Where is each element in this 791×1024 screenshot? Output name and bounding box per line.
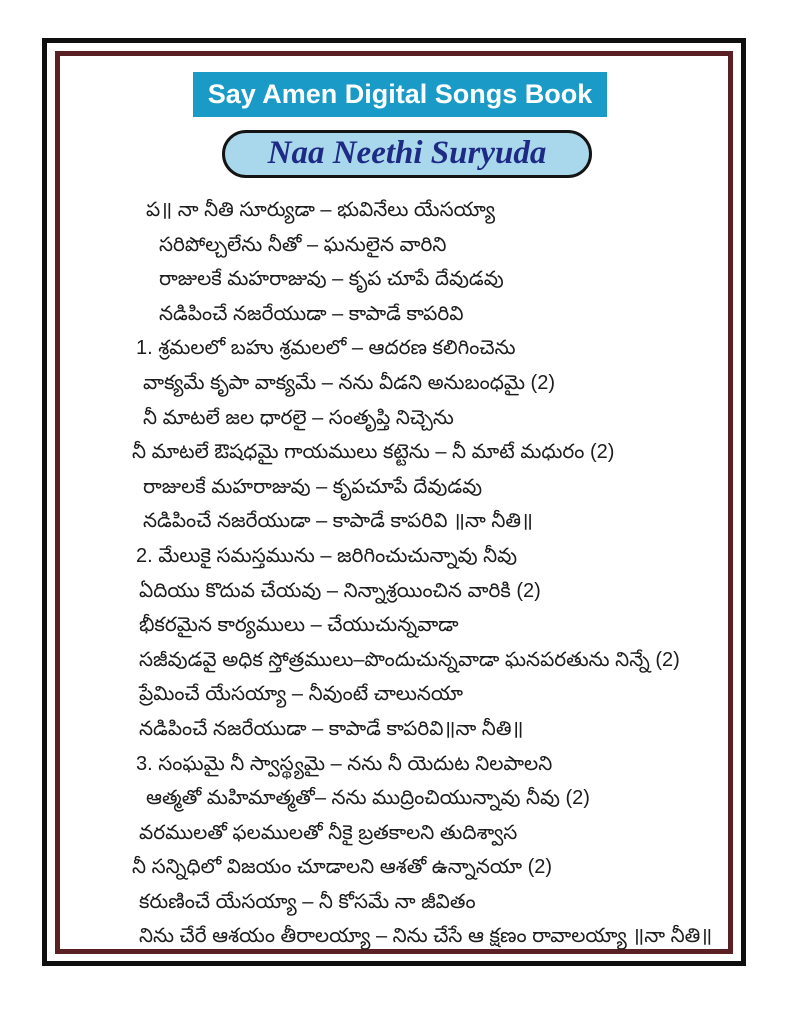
lyric-line: ప్రేమించే యేసయ్యా – నీవుంటే చాలునయా xyxy=(139,683,464,706)
lyric-line: నిను చేరే ఆశయం తీరాలయ్యా – నిను చేసే ఆ క్షణం రావాలయ్యా ॥నా నీతి॥ xyxy=(139,925,713,948)
lyric-line: వరములతో ఫలములతో నీకై బ్రతకాలని తుదిశ్వాస xyxy=(139,821,518,844)
lyric-line: ఏదియు కొదువ చేయవు – నిన్నాశ్రయించిన వారికి (2) xyxy=(139,579,541,602)
lyric-line: ప॥ నా నీతి సూర్యుడా – భువినేలు యేసయ్యా xyxy=(146,199,495,221)
lyric-line: రాజులకే మహరాజువు – కృపచూపే దేవుడవు xyxy=(143,475,483,498)
lyric-line: నీ సన్నిధిలో విజయం చూడాలని ఆశతో ఉన్నానయా (2) xyxy=(132,856,553,879)
header-title: Say Amen Digital Songs Book xyxy=(207,79,593,109)
lyric-line: సజీవుడవై అధిక స్తోత్రములు–పొందుచున్నవాడా ఘనపరతును నిన్నే (2) xyxy=(139,648,680,671)
lyric-line: 3. సంఘమై నీ స్వాస్థ్యమై – నను నీ యెదుట నిలపాలని xyxy=(136,752,553,775)
song-title-pill xyxy=(222,130,592,178)
lyric-line: 1. శ్రమలలో బహు శ్రమలలో – ఆదరణ కలిగించెను xyxy=(136,337,516,360)
lyric-line: నీ మాటలే ఔషధమై గాయములు కట్టెను – నీ మాటే మధురం (2) xyxy=(132,441,615,464)
lyric-line: 2. మేలుకై సమస్తమును – జరిగించుచున్నావు నీవు xyxy=(136,544,518,567)
lyric-line: నీ మాటలే జల ధారలై – సంతృప్తి నిచ్చెను xyxy=(143,406,454,429)
lyric-line: నడిపించే నజరేయుడా – కాపాడే కాపరివి॥నా నీతి॥ xyxy=(139,717,524,740)
lyric-line: ఆత్మతో మహిమాత్మతో– నను ముద్రించియున్నావు నీవు (2) xyxy=(146,787,590,810)
lyric-line: కరుణించే యేసయ్యా – నీ కోసమే నా జీవితం xyxy=(139,890,476,913)
song-title: Naa Neethi Suryuda xyxy=(267,135,547,171)
lyrics-section xyxy=(0,193,791,954)
lyric-line: నడిపించే నజరేయుడా – కాపాడే కాపరివి xyxy=(159,302,464,325)
lyric-line: నడిపించే నజరేయుడా – కాపాడే కాపరివి ॥నా నీతి॥ xyxy=(143,510,534,533)
lyric-line: రాజులకే మహరాజువు – కృప చూపే దేవుడవు xyxy=(159,268,504,291)
header-banner xyxy=(193,72,607,117)
lyric-line: వాక్యమే కృపా వాక్యమే – నను వీడని అనుబంధమై (2) xyxy=(143,371,556,394)
lyric-line: సరిపోల్చలేను నీతో – ఘనులైన వారిని xyxy=(159,233,447,256)
lyric-line: భీకరమైన కార్యములు – చేయుచున్నవాడా xyxy=(139,614,459,637)
